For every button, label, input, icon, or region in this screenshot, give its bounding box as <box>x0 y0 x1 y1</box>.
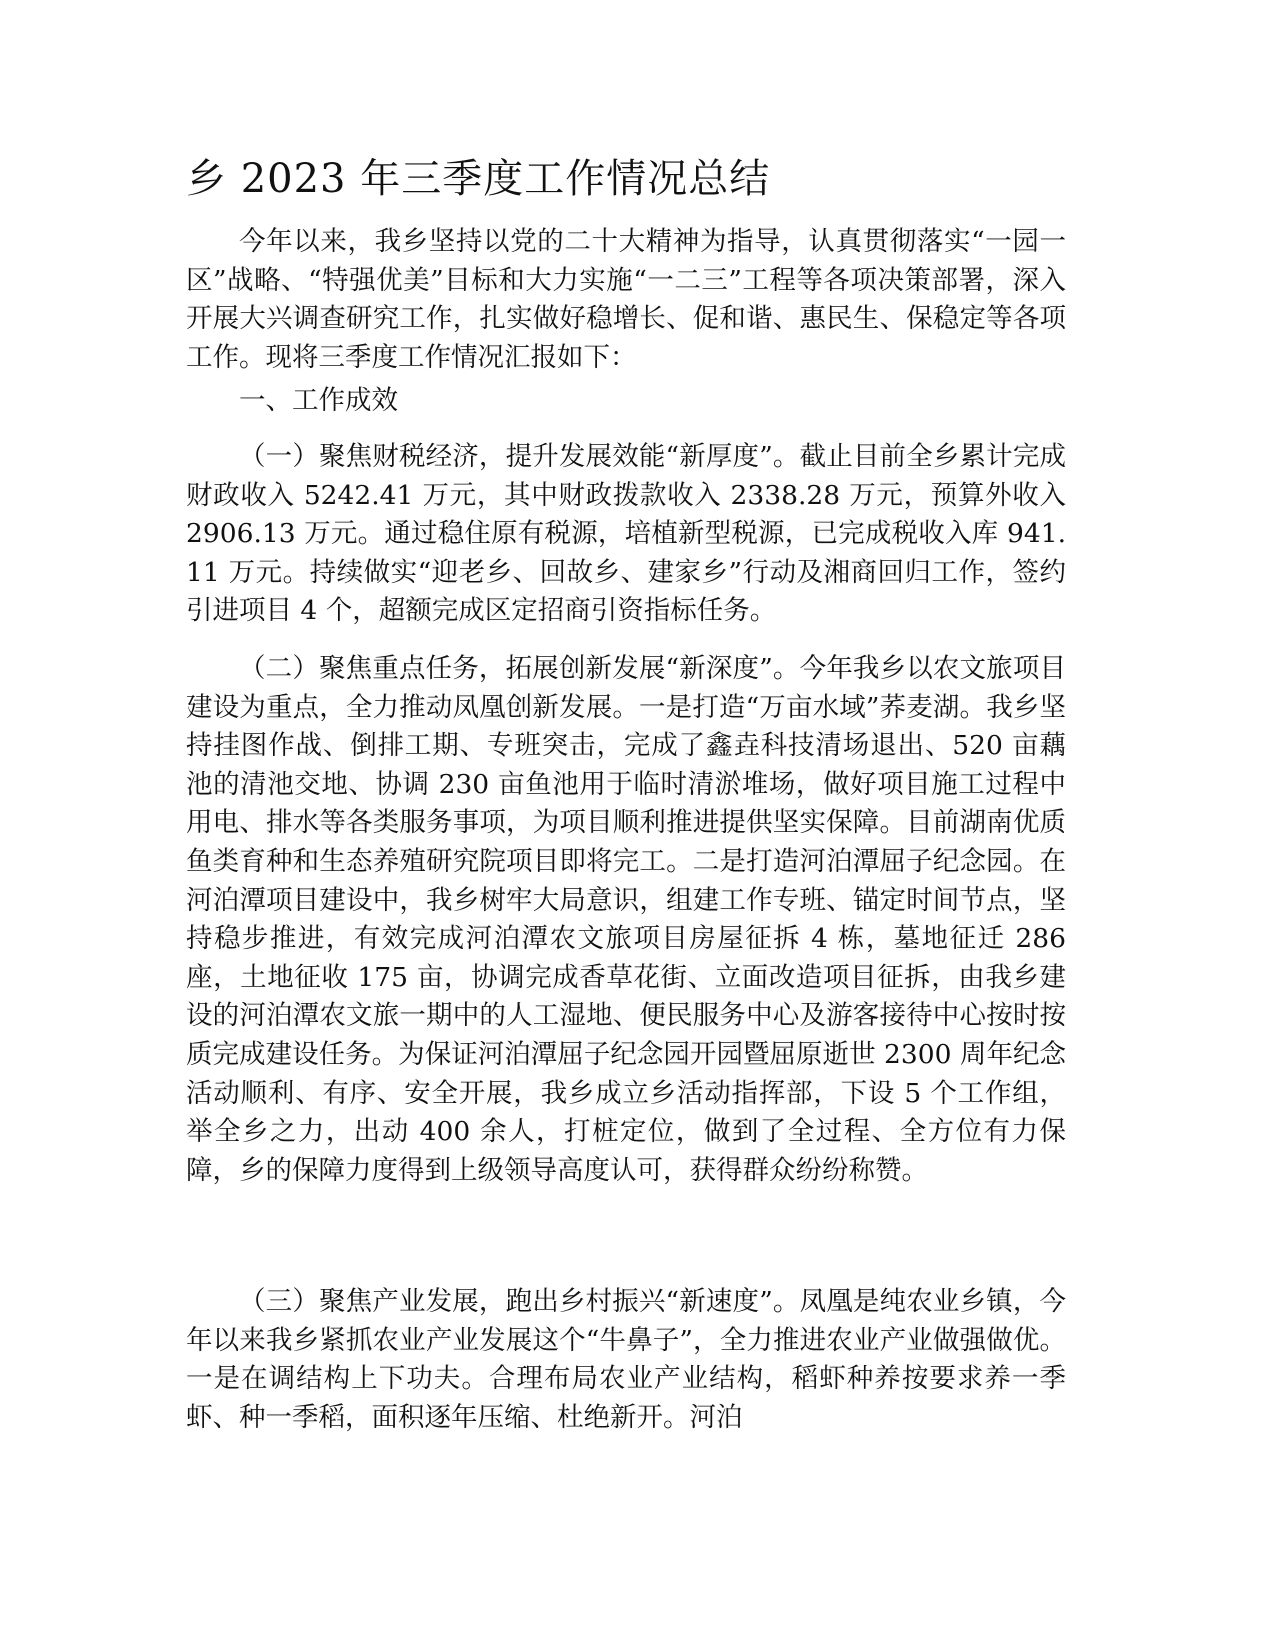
paragraph-finance: （一）聚焦财税经济，提升发展效能“新厚度”。截止目前全乡累计完成财政收入 5242.41 万元，其中财政拨款收入 2338.28 万元，预算外收入 2906.13 万元。通过稳住原有税源，培植新型税源，已完成税收入库 941.11 万元。持续做实“迎老乡、回故乡、建家乡”行动及湘商回归工作，签约引进项目 4 个，超额完成区定招商引资指标任务。 <box>186 441 1066 627</box>
paragraph-key-tasks: （二）聚焦重点任务，拓展创新发展“新深度”。今年我乡以农文旅项目建设为重点，全力推动凤凰创新发展。一是打造“万亩水域”荞麦湖。我乡坚持挂图作战、倒排工期、专班突击，完成了鑫垚科技清场退出、520 亩藕池的清池交地、协调 230 亩鱼池用于临时清淤堆场，做好项目施工过程中用电、排水等各类服务事项，为项目顺利推进提供坚实保障。目前湖南优质鱼类育种和生态养殖研究院项目即将完工。二是打造河泊潭屈子纪念园。在河泊潭项目建设中，我乡树牢大局意识，组建工作专班、锚定时间节点，坚持稳步推进，有效完成河泊潭农文旅项目房屋征拆 4 栋，墓地征迁 286 座，土地征收 175 亩，协调完成香草花街、立面改造项目征拆，由我乡建设的河泊潭农文旅一期中的人工湿地、便民服务中心及游客接待中心按时按质完成建设任务。为保证河泊潭屈子纪念园开园暨屈原逝世 2300 周年纪念活动顺利、有序、安全开展，我乡成立乡活动指挥部，下设 5 个工作组，举全乡之力，出动 400 余人，打桩定位，做到了全过程、全方位有力保障，乡的保障力度得到上级领导高度认可，获得群众纷纷称赞。 <box>186 653 1066 1186</box>
paragraph-industry: （三）聚焦产业发展，跑出乡村振兴“新速度”。凤凰是纯农业乡镇，今年以来我乡紧抓农业产业发展这个“牛鼻子”，全力推进农业产业做强做优。一是在调结构上下功夫。合理布局农业产业结构，稻虾种养按要求养一季虾、种一季稻，面积逐年压缩、杜绝新开。河泊 <box>186 1286 1066 1433</box>
document-title: 乡 2023 年三季度工作情况总结 <box>186 156 771 202</box>
intro-paragraph: 今年以来，我乡坚持以党的二十大精神为指导，认真贯彻落实“一园一区”战略、“特强优美”目标和大力实施“一二三”工程等各项决策部署，深入开展大兴调查研究工作，扎实做好稳增长、促和谐、惠民生、保稳定等各项工作。现将三季度工作情况汇报如下： <box>186 226 1066 373</box>
section-heading: 一、工作成效 <box>239 385 398 416</box>
